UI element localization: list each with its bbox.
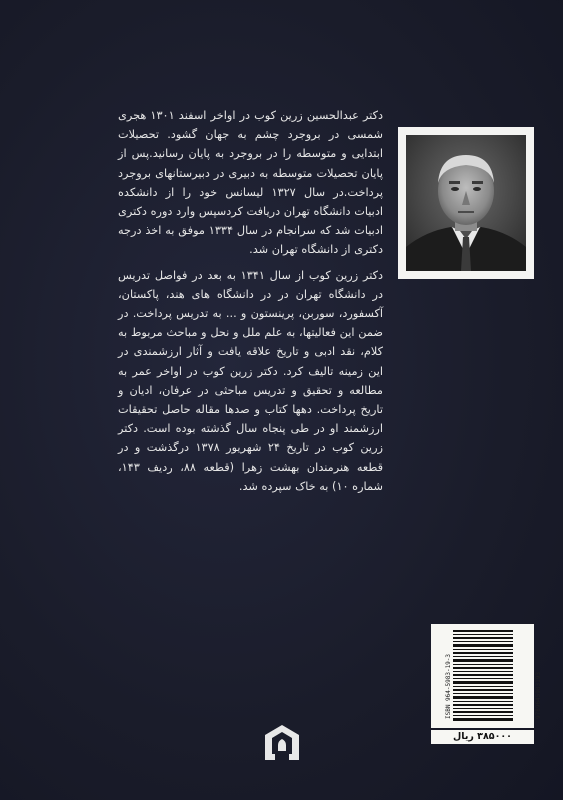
barcode-label (431, 624, 542, 728)
ean-number: 9789645983193 (535, 672, 542, 719)
author-portrait-photo (406, 135, 526, 271)
author-biography (118, 106, 383, 502)
author-photo-frame (398, 127, 534, 279)
bio-paragraph-2: دکتر زرین کوب از سال ۱۳۴۱ به بعد در فواصل تدریس در دانشگاه تهران در در دانشگاه های هند، پاکستان، آکسفورد، سوربن، پرینستون و ... به تدریس پرداخت. در ضمن این فعالیتها، به علم ملل و نحل و مباحث مربوط به کلام، نقد ادبی و تاریخ علاقه یافت و آثار ارزشمندی در این زمینه تالیف کرد. دکتر زرین کوب در اواخر عمر به مطالعه و تحقیق و تدریس مباحثی در عرفان، ادیان و تاریخ پرداخت. دهها کتاب و صدها مقاله حاصل تحقیقات ارزشمند او در طی پنجاه سال گذشته بوده است. دکتر زرین کوب در تاریخ ۲۴ شهریور ۱۳۷۸ درگذشت و در قطعه هنرمندان بهشت زهرا (قطعه ۸۸، ردیف ۱۴۳، شماره ۱۰) به خاک سپرده شد. (118, 268, 384, 493)
publisher-logo-icon (261, 722, 303, 764)
isbn-number: ISBN 964-5983-19-3 (445, 653, 452, 719)
price-label: ۳۸۵۰۰۰ ریال (431, 730, 534, 744)
bio-paragraph-1: دکتر عبدالحسین زرین کوب در اواخر اسفند ۱۳۰۱ هجری شمسی در بروجرد چشم به جهان گشود. تحصیلات ابتدایی و متوسطه را در بروجرد به پایان رسانید.پس از پایان تحصیلات متوسطه به دبیری در دبیرستانهای بروجرد پرداخت.در سال ۱۳۲۷ لیسانس خود را از دانشکده ادبیات دانشگاه تهران دریافت کردسپس وارد دوره دکتری ادبیات شد که سرانجام در سال ۱۳۳۴ موفق به اخذ درجه دکتری از دانشگاه تهران شد. (118, 109, 383, 257)
